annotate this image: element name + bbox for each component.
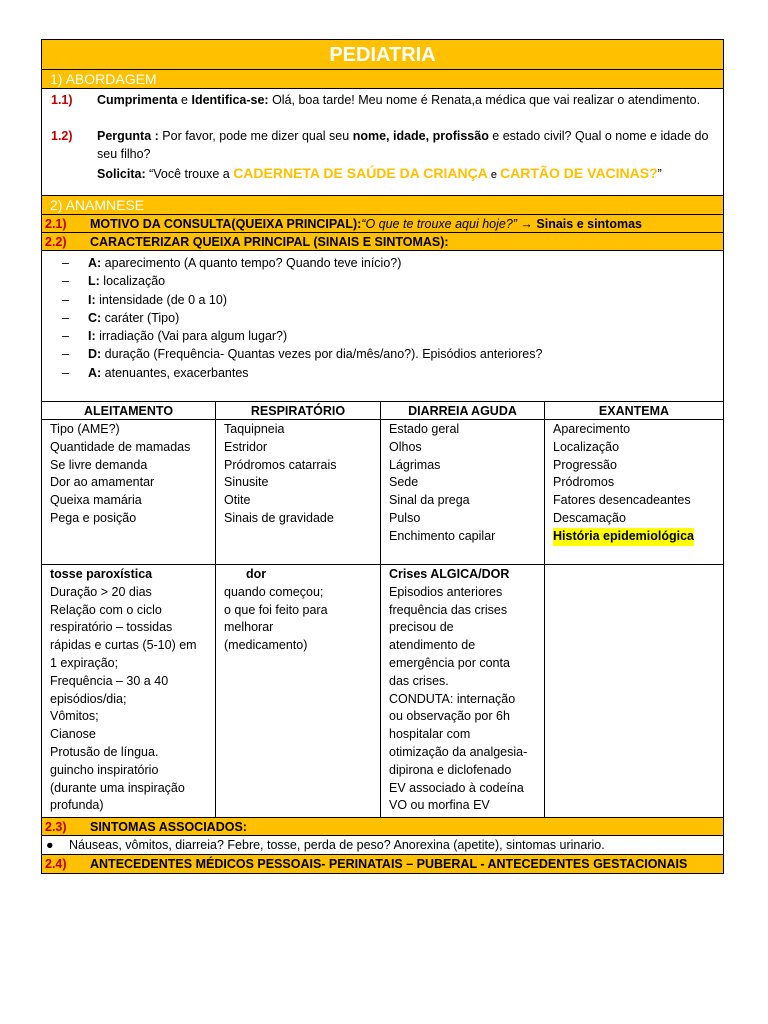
table-header <box>42 402 723 420</box>
list-item: – A: atenuantes, exacerbantes <box>62 365 249 380</box>
request-text: Solicita: “Você trouxe a CADERNETA DE SAÚDE DA CRIANÇA e CARTÃO DE VACINAS?” <box>97 165 662 181</box>
question-text: Pergunta : Por favor, pode me dizer qual seu nome, idade, profissão e estado civil? Qual o nome e idade do seu filho? <box>97 129 709 161</box>
alicia-list <box>42 251 723 402</box>
list-item: – C: caráter (Tipo) <box>62 310 180 325</box>
section-heading-abordagem: 1) ABORDAGEM <box>42 70 723 89</box>
column-header: ALEITAMENTO <box>42 402 216 419</box>
item-number: 1.2) <box>51 129 73 143</box>
document-form <box>41 39 724 874</box>
column-header: EXANTEMA <box>598 404 670 418</box>
item-number: 1.1) <box>51 93 73 107</box>
cell-diarreia: Estado geral Olhos Lágrimas Sede Sinal da prega Pulso Enchimento capilar <box>381 420 545 564</box>
cell-exantema: Aparecimento Localização Progressão Pródromos Fatores desencadeantes Descamação História epidemiológica <box>545 420 723 564</box>
bullet-icon: ● <box>46 838 54 852</box>
cell-dor: dor quando começou; o que foi feito para melhorar (medicamento) <box>216 565 381 817</box>
cell-tosse: tosse paroxística Duração > 20 dias Relação com o ciclo respiratório – tossidas rápidas e curtas (5-10) em 1 expiração; Frequência – 30 a 40 episódios/dia; Vômitos; Cianose Protusão de língua. guincho inspiratório (durante uma inspiração profunda) <box>42 565 216 817</box>
subsection-motivo: 2.1) MOTIVO DA CONSULTA(QUEIXA PRINCIPAL):“O que te trouxe aqui hoje?” → Sinais e sintomas <box>42 215 723 233</box>
list-item: – I: intensidade (de 0 a 10) <box>62 292 227 307</box>
list-item: – L: localização <box>62 274 166 289</box>
page-title: PEDIATRIA <box>42 40 723 70</box>
list-item: – D: duração (Frequência- Quantas vezes por dia/mês/ano?). Episódios anteriores? <box>62 347 543 362</box>
column-header: RESPIRATÓRIO <box>216 402 381 419</box>
table-row <box>42 565 723 818</box>
list-item: – I: irradiação (Vai para algum lugar?) <box>62 329 288 344</box>
symptoms-line: ● Náuseas, vômitos, diarreia? Febre, tosse, perda de peso? Anorexina (apetite), sintomas urinario. <box>42 836 723 855</box>
subsection-sintomas: 2.3) SINTOMAS ASSOCIADOS: <box>42 818 723 836</box>
greeting-text: Cumprimenta e Identifica-se: Olá, boa tarde! Meu nome é Renata,a médica que vai realizar o atendimento. <box>97 93 701 107</box>
subsection-caracterizar: 2.2) CARACTERIZAR QUEIXA PRINCIPAL (SINAIS E SINTOMAS): <box>42 233 723 251</box>
list-item: – A: aparecimento (A quanto tempo? Quando teve início?) <box>62 256 402 270</box>
cell-respiratorio: Taquipneia Estridor Pródromos catarrais Sinusite Otite Sinais de gravidade <box>216 420 381 564</box>
cell-empty <box>545 565 723 817</box>
abordagem-block <box>42 89 723 196</box>
cell-crises: Crises ALGICA/DOR Episodios anteriores frequência das crises precisou de atendimento de emergência por conta das crises. CONDUTA: internação ou observação por 6h hospitalar com otimização da analgesia- dipirona e diclofenado EV associado à codeína VO ou morfina EV <box>381 565 545 817</box>
cell-aleitamento: Tipo (AME?) Quantidade de mamadas Se livre demanda Dor ao amamentar Queixa mamária Pega e posição <box>42 420 216 564</box>
highlighted-text: História epidemiológica <box>553 528 694 546</box>
section-heading-anamnese: 2) ANAMNESE <box>42 196 723 215</box>
table-row <box>42 420 723 565</box>
subsection-antecedentes: 2.4) ANTECEDENTES MÉDICOS PESSOAIS- PERINATAIS – PUBERAL - ANTECEDENTES GESTACIONAIS <box>42 855 723 873</box>
column-header: DIARREIA AGUDA <box>381 402 545 419</box>
